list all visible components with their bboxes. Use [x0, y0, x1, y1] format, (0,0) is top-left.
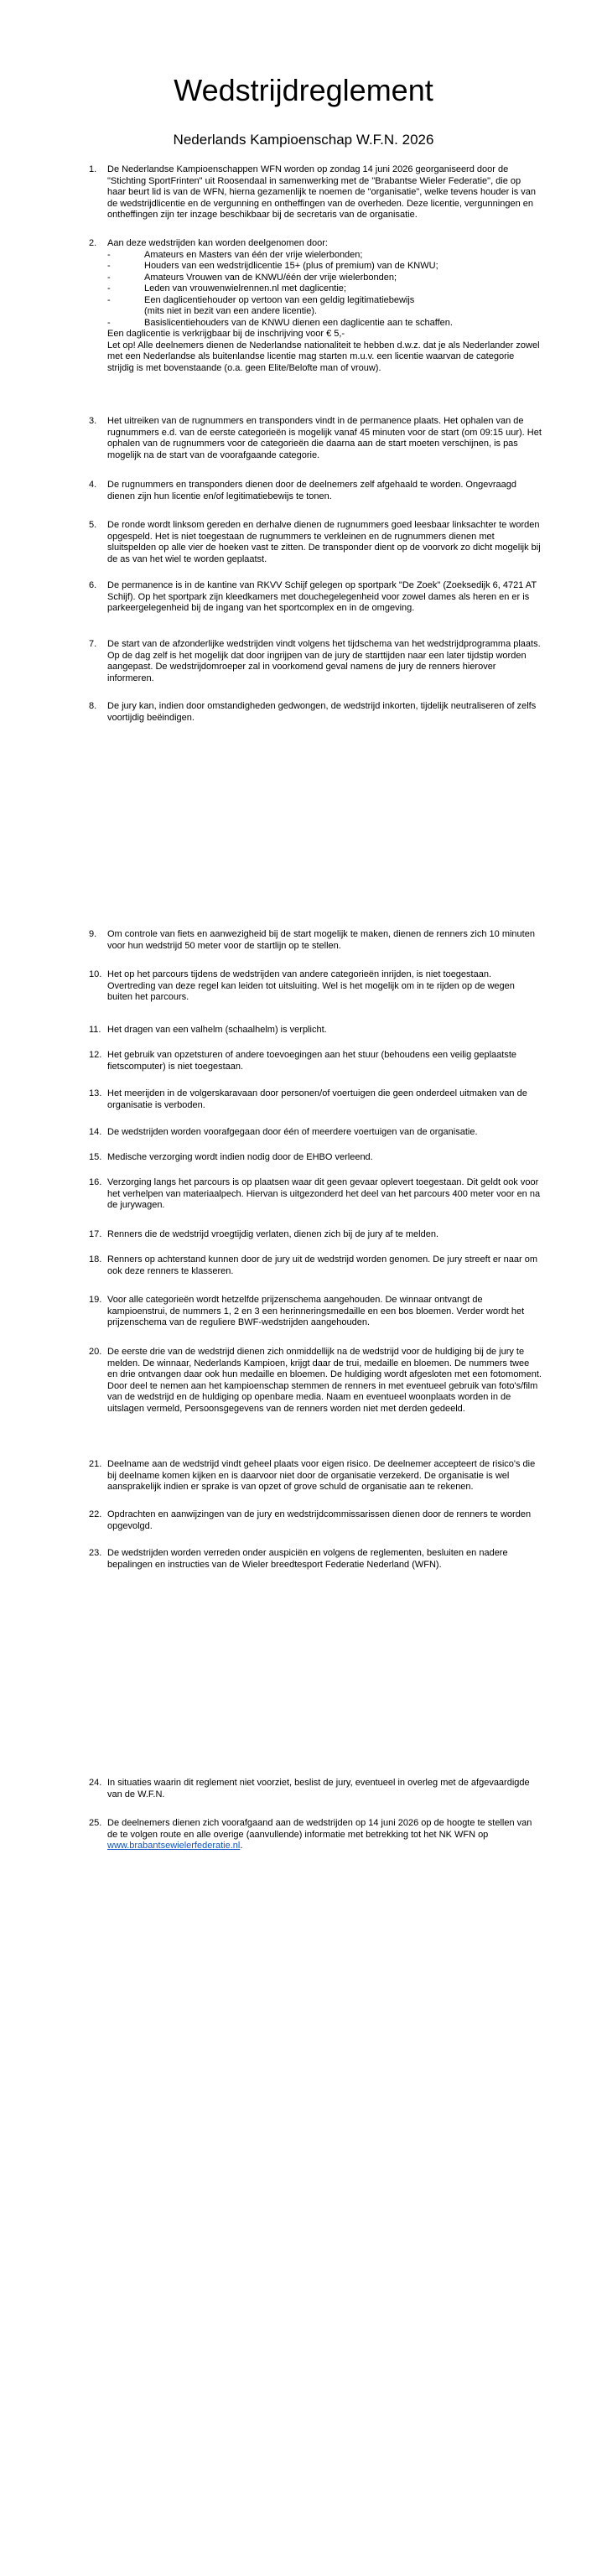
article-number: 1.	[89, 164, 97, 174]
list-item: - Amateurs Vrouwen van de KNWU/één der vrije wielerbonden;	[107, 272, 397, 283]
article-15	[89, 1152, 542, 1164]
article-16	[89, 1177, 542, 1212]
article-number: 21.	[89, 1459, 102, 1469]
article-24	[89, 1778, 542, 1800]
article-5	[89, 520, 542, 565]
article-number: 22.	[89, 1509, 102, 1519]
article-number: 18.	[89, 1254, 102, 1265]
federation-website-link[interactable]: www.brabantsewielerfederatie.nl	[107, 1841, 241, 1851]
article-text: Voor alle categorieën wordt hetzelfde prijzenschema aangehouden. De winnaar ontvangt de kampioenstrui, de nummers 1, 2 en 3 een herinneringsmedaille en een bos bloemen. Verder wordt het prijzenschema van de reguliere BWF-wedstrijden aangehouden.	[107, 1295, 525, 1327]
article-text: De wedstrijden worden voorafgegaan door één of meerdere voertuigen van de organisatie.	[107, 1127, 478, 1137]
article-text: Het meerijden in de volgerskaravaan door personen/of voertuigen die geen onderdeel uitmaken van de organisatie is verboden.	[107, 1088, 527, 1110]
article-9	[89, 929, 542, 952]
article-intro: Aan deze wedstrijden kan worden deelgenomen door:	[107, 238, 328, 248]
article-text: De permanence is in de kantine van RKVV Schijf gelegen op sportpark "De Zoek" (Zoeksedijk 6, 4721 AT Schijf). Op het sportpark zijn kleedkamers met douchegelegenheid voor zowel dames als heren en er is parkeergelegenheid bij de ingang van het sportcomplex en in de omgeving.	[107, 580, 537, 613]
article-13	[89, 1088, 542, 1111]
article-outro: Een daglicentie is verkrijgbaar bij de inschrijving voor € 5,-	[107, 329, 345, 339]
article-number: 10.	[89, 969, 102, 979]
article-text: De deelnemers dienen zich voorafgaand aan de wedstrijden op 14 juni 2026 op de hoogte te stellen van de te volgen route en alle overige (aanvullende) informatie met betrekking tot het NK WFN op www.brabantsewielerfederatie.nl.	[107, 1818, 532, 1851]
article-number: 4.	[89, 480, 97, 490]
document-subtitle: Nederlands Kampioenschap W.F.N. 2026	[173, 132, 434, 148]
participant-list	[107, 250, 542, 330]
article-text: Het dragen van een valhelm (schaalhelm) is verplicht.	[107, 1025, 327, 1035]
article-text: Om controle van fiets en aanwezigheid bij de start mogelijk te maken, dienen de renners zich 10 minuten voor hun wedstrijd 50 meter voor de startlijn op te stellen.	[107, 929, 535, 951]
article-23	[89, 1548, 542, 1571]
article-19	[89, 1295, 542, 1329]
document-title: Wedstrijdreglement	[174, 73, 433, 107]
article-number: 9.	[89, 929, 97, 939]
article-1	[89, 164, 542, 221]
article-number: 23.	[89, 1548, 102, 1558]
article-number: 17.	[89, 1229, 102, 1239]
article-number: 25.	[89, 1818, 102, 1828]
article-3	[89, 416, 542, 461]
article-12	[89, 1050, 542, 1072]
article-number: 19.	[89, 1295, 102, 1305]
article-text: Verzorging langs het parcours is op plaatsen waar dit geen gevaar oplevert toegestaan. Dit geldt ook voor het verhelpen van materiaalpech. Hiervan is uitgezonderd het deel van het parcours 400 meter voor en na de jurywagen.	[107, 1177, 541, 1210]
article-text: Het gebruik van opzetsturen of andere toevoegingen aan het stuur (behoudens een veilig geplaatste fietscomputer) is niet toegestaan.	[107, 1050, 517, 1072]
list-item: - Leden van vrouwenwielrennen.nl met daglicentie;	[107, 283, 346, 293]
article-10	[89, 969, 542, 1004]
article-text: De start van de afzonderlijke wedstrijden vindt volgens het tijdschema van het wedstrijdprogramma plaats. Op de dag zelf is het mogelijk dat door ingrijpen van de jury de starttijden naar een later tijdstip worden aangepast. De wedstrijdomroeper zal in voorkomend geval namens de jury de renners hierover informeren.	[107, 639, 541, 683]
article-number: 6.	[89, 580, 97, 590]
list-item: (mits niet in bezit van een andere licentie).	[144, 306, 318, 316]
article-note: Let op! Alle deelnemers dienen de Nederlandse nationaliteit te hebben d.w.z. dat je als Nederlander zowel met een Nederlandse als buitenlandse licentie mag starten m.u.v. een licentie waarvan de categorie strijdig is met bovenstaande (o.a. geen Elite/Belofte man of vrouw).	[107, 340, 540, 373]
article-number: 11.	[89, 1025, 101, 1035]
article-number: 15.	[89, 1152, 102, 1162]
list-item: - Een daglicentiehouder op vertoon van een geldig legitimatiebewijs	[107, 294, 415, 305]
article-text: De wedstrijden worden verreden onder auspiciën en volgens de reglementen, besluiten en nadere bepalingen en instructies van de Wieler breedtesport Federatie Nederland (WFN).	[107, 1548, 508, 1570]
article-number: 12.	[89, 1050, 102, 1060]
article-number: 16.	[89, 1177, 102, 1187]
article-number: 20.	[89, 1347, 102, 1357]
article-number: 14.	[89, 1127, 102, 1137]
article-2	[89, 238, 542, 374]
article-14	[89, 1127, 542, 1139]
article-11	[89, 1025, 542, 1036]
article-4	[89, 480, 542, 502]
article-text: Medische verzorging wordt indien nodig door de EHBO verleend.	[107, 1152, 373, 1162]
article-number: 5.	[89, 520, 97, 530]
article-text: De rugnummers en transponders dienen door de deelnemers zelf afgehaald te worden. Ongevraagd dienen zijn hun licentie en/of legitimatiebewijs te tonen.	[107, 480, 516, 501]
article-text: De ronde wordt linksom gereden en derhalve dienen de rugnummers goed leesbaar linksachter te worden opgespeld. Het is niet toegestaan de rugnummers te verkleinen en de rugnummers dienen met sluitspelden op alle vier de hoeken vast te zitten. De transponder dient op de voorvork zo dicht mogelijk bij de as van het wiel te worden geplaatst.	[107, 520, 541, 564]
article-18	[89, 1254, 542, 1277]
article-number: 13.	[89, 1088, 102, 1098]
article-text: De jury kan, indien door omstandigheden gedwongen, de wedstrijd inkorten, tijdelijk neutraliseren of zelfs voortijdig beëindigen.	[107, 701, 537, 723]
list-item: - Amateurs en Masters van één der vrije wielerbonden;	[107, 249, 363, 260]
article-20	[89, 1347, 542, 1415]
article-8	[89, 701, 542, 724]
article-7	[89, 639, 542, 684]
article-text: De Nederlandse Kampioenschappen WFN worden op zondag 14 juni 2026 georganiseerd door de "Stichting SportFrinten" uit Roosendaal in samenwerking met de "Brabantse Wieler Federatie", die op haar beurt lid is van de WFN, hierna gezamenlijk te noemen de "organisatie", welke tevens houder is van de wedstrijdlicentie en de vergunning en ontheffingen van de overheden. Deze licentie, vergunningen en ontheffingen zijn ter inzage beschikbaar bij de secretaris van de organisatie.	[107, 164, 537, 220]
article-number: 3.	[89, 416, 97, 426]
article-number: 8.	[89, 701, 97, 711]
article-text: Renners die de wedstrijd vroegtijdig verlaten, dienen zich bij de jury af te melden.	[107, 1229, 438, 1239]
list-item: - Basislicentiehouders van de KNWU dienen een daglicentie aan te schaffen.	[107, 317, 453, 328]
article-text: In situaties waarin dit reglement niet voorziet, beslist de jury, eventueel in overleg met de afgevaardigde van de W.F.N.	[107, 1778, 530, 1800]
article-text: Deelname aan de wedstrijd vindt geheel plaats voor eigen risico. De deelnemer accepteert de risico's die bij deelname komen kijken en is daarvoor niet door de organisatie verzekerd. De organisatie is wel aansprakelijk indien er sprake is van opzet of grove schuld de organisatie aan te rekenen.	[107, 1459, 536, 1492]
article-text: Het op het parcours tijdens de wedstrijden van andere categorieën inrijden, is niet toegestaan. Overtreding van deze regel kan leiden tot uitsluiting. Wel is het mogelijk om in te rijden op de wegen buiten het parcours.	[107, 969, 515, 1002]
article-number: 24.	[89, 1778, 102, 1788]
article-number: 7.	[89, 639, 97, 649]
article-text: Renners op achterstand kunnen door de jury uit de wedstrijd worden genomen. De jury streeft er naar om ook deze renners te klasseren.	[107, 1254, 538, 1276]
list-item: - Houders van een wedstrijdlicentie 15+ (plus of premium) van de KNWU;	[107, 261, 438, 271]
article-text: Opdrachten en aanwijzingen van de jury en wedstrijdcommissarissen dienen door de renners te worden opgevolgd.	[107, 1509, 532, 1531]
article-6	[89, 580, 542, 615]
article-25	[89, 1818, 542, 1852]
article-22	[89, 1509, 542, 1532]
article-17	[89, 1229, 542, 1241]
article-text: De eerste drie van de wedstrijd dienen zich onmiddellijk na de wedstrijd voor de huldiging bij de jury te melden. De winnaar, Nederlands Kampioen, krijgt daar de trui, medaille en bloemen. De nummers twee en drie ontvangen daar ook hun medaille en bloemen. De huldiging wordt afgesloten met een fotomoment. Door deel te nemen aan het kampioenschap stemmen de renners in met eventueel gebruik van foto's/film van de wedstrijd en de huldiging op openbare media. Naam en eventueel woonplaats worden in de uitslagen vermeld, Persoonsgegevens van de renners worden niet met derden gedeeld.	[107, 1347, 542, 1414]
article-21	[89, 1459, 542, 1493]
article-number: 2.	[89, 238, 97, 248]
article-text: Het uitreiken van de rugnummers en transponders vindt in de permanence plaats. Het ophalen van de rugnummers e.d. van de eerste categorieën is mogelijk vanaf 45 minuten voor de start (om 09:15 uur). Het ophalen van de rugnummers voor de categorieën die daarna aan de start moeten verschijnen, is pas mogelijk na de start van de voorafgaande categorie.	[107, 416, 542, 460]
